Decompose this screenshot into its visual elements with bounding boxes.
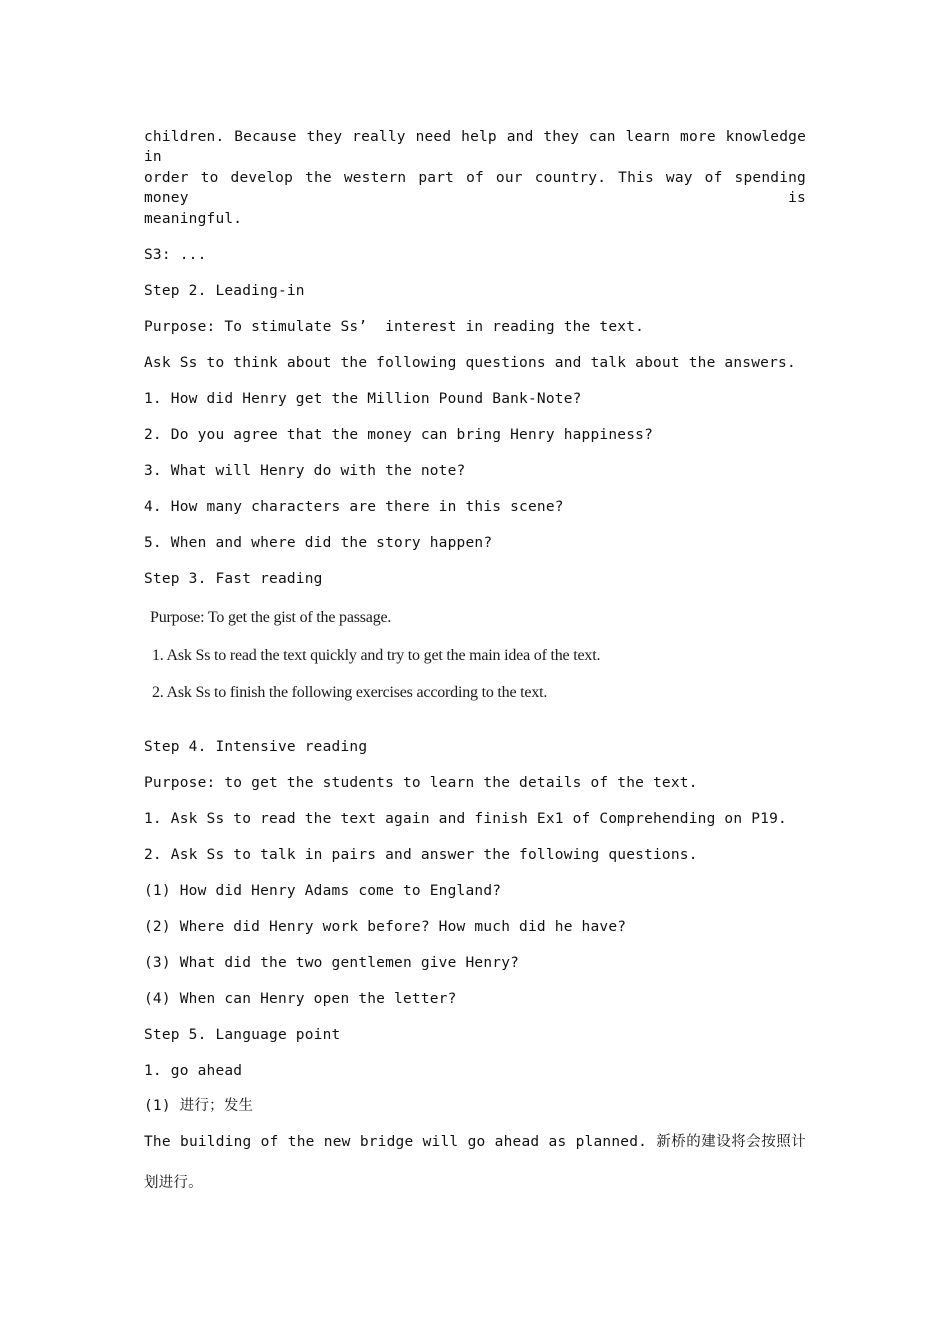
step-4-subquestion-2: (2) Where did Henry work before? How much did he have? bbox=[144, 919, 627, 935]
step-3-heading: Step 3. Fast reading bbox=[144, 571, 323, 587]
step-4-item-1: 1. Ask Ss to read the text again and finish Ex1 of Comprehending on P19. bbox=[144, 811, 787, 827]
step-2-purpose: Purpose: To stimulate Ss’ interest in reading the text. bbox=[144, 319, 645, 335]
example-sentence-continued: 划进行。 bbox=[144, 1175, 203, 1191]
example-sentence: The building of the new bridge will go ahead as planned. 新桥的建设将会按照计 bbox=[144, 1134, 806, 1150]
step-2-question-4: 4. How many characters are there in this scene? bbox=[144, 499, 564, 515]
step-2-heading: Step 2. Leading-in bbox=[144, 283, 305, 299]
continuation-line-1: children. Because they really need help and they can learn more knowledge in bbox=[144, 129, 806, 165]
language-point-sense-1: (1) 进行；发生 bbox=[144, 1098, 254, 1114]
step-4-purpose: Purpose: to get the students to learn the details of the text. bbox=[144, 775, 698, 791]
step-4-subquestion-3: (3) What did the two gentlemen give Henry? bbox=[144, 955, 520, 971]
step-2-question-1: 1. How did Henry get the Million Pound Bank-Note? bbox=[144, 391, 582, 407]
step-3-purpose: Purpose: To get the gist of the passage. bbox=[150, 609, 392, 626]
student-3-response: S3: ... bbox=[144, 247, 207, 263]
continuation-line-3: meaningful. bbox=[144, 211, 243, 227]
step-2-question-2: 2. Do you agree that the money can bring Henry happiness? bbox=[144, 427, 653, 443]
language-point-1: 1. go ahead bbox=[144, 1063, 243, 1079]
step-2-instruction: Ask Ss to think about the following questions and talk about the answers. bbox=[144, 355, 796, 371]
step-4-subquestion-4: (4) When can Henry open the letter? bbox=[144, 991, 457, 1007]
step-2-question-3: 3. What will Henry do with the note? bbox=[144, 463, 466, 479]
step-2-question-5: 5. When and where did the story happen? bbox=[144, 535, 493, 551]
step-3-item-2: 2. Ask Ss to finish the following exercises according to the text. bbox=[152, 684, 548, 701]
step-3-item-1: 1. Ask Ss to read the text quickly and try to get the main idea of the text. bbox=[152, 647, 601, 664]
step-4-item-2: 2. Ask Ss to talk in pairs and answer the following questions. bbox=[144, 847, 698, 863]
step-4-heading: Step 4. Intensive reading bbox=[144, 739, 368, 755]
continuation-line-2: order to develop the western part of our country. This way of spending money is bbox=[144, 170, 806, 206]
step-5-heading: Step 5. Language point bbox=[144, 1027, 341, 1043]
step-4-subquestion-1: (1) How did Henry Adams come to England? bbox=[144, 883, 502, 899]
